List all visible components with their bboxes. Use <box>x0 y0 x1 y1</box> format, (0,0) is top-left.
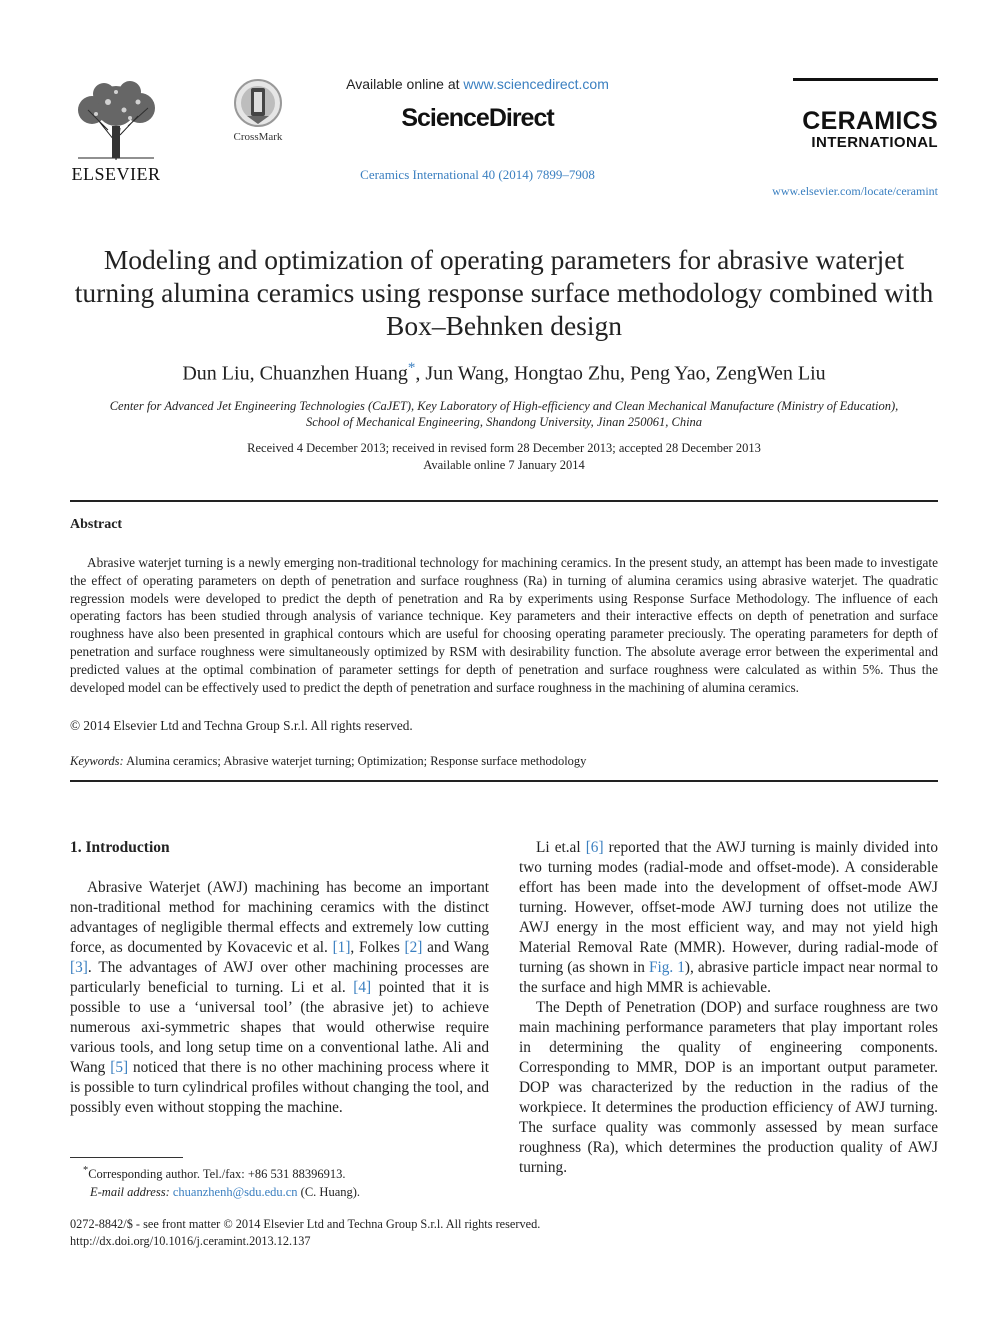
sciencedirect-link[interactable]: www.sciencedirect.com <box>463 76 609 92</box>
elsevier-logo[interactable] <box>68 80 164 184</box>
journal-homepage-link[interactable]: www.elsevier.com/locate/ceramint <box>772 184 938 198</box>
footnote-rule <box>70 1157 183 1158</box>
left-column <box>70 878 489 1118</box>
footnote-line2 <box>70 1183 489 1201</box>
corresponding-author-footnote <box>70 1162 489 1201</box>
available-online-line <box>320 76 635 92</box>
footer-issn-line: 0272-8842/$ - see front matter © 2014 Elsevier Ltd and Techna Group S.r.l. All rights reserved. <box>70 1217 541 1231</box>
corresponding-author-mark[interactable]: * <box>407 360 416 376</box>
affiliation <box>70 398 938 430</box>
citation-link-6[interactable]: [6] <box>585 839 604 856</box>
citation-link-4[interactable]: [4] <box>353 979 372 996</box>
crossmark-label: CrossMark <box>233 131 283 143</box>
elsevier-tree-icon <box>68 80 164 164</box>
footer-doi-link[interactable]: http://dx.doi.org/10.1016/j.ceramint.2013.12.137 <box>70 1234 311 1248</box>
journal-citation-link[interactable]: Ceramics International 40 (2014) 7899–7908 <box>360 167 595 182</box>
citation-link-1[interactable]: [1] <box>332 939 351 956</box>
section-heading-introduction: 1. Introduction <box>70 839 170 856</box>
right-column <box>519 838 938 1178</box>
text-run: , Folkes <box>350 939 405 956</box>
text-run: Li et.al <box>536 839 586 856</box>
article-dates <box>70 440 938 474</box>
affiliation-line2: School of Mechanical Engineering, Shandong University, Jinan 250061, China <box>305 415 703 429</box>
elsevier-wordmark: ELSEVIER <box>71 164 161 184</box>
abstract-text: Abrasive waterjet turning is a newly emerging non-traditional technology for machining ceramics. In the present study, an attempt has been made to investigate the effect of operating parameters on depth of penetration and surface roughness (Ra) in turning of alumina ceramics using abrasive waterjet. The quadratic regression models were developed to predict the depth of penetration and Ra by experiments using Response Surface Methodology. The influence of each operating factors has been studied through analysis of variance technique. Key parameters and their interactive effects on depth of penetration and surface roughness have also been presented in graphical contours which are useful for choosing operating parameter preciously. The operating parameters for depth of penetration and surface roughness were simultaneously optimized by RSM with desirability function. The absolute average error between the experimental and predicted values at the optimal combination of parameter settings for depth of penetration and surface roughness were calculated as within 5%. Thus the developed model can be effectively used to predict the depth of penetration and surface roughness in the machining of alumina ceramics. <box>70 555 938 695</box>
intro-paragraph-3: The Depth of Penetration (DOP) and surface roughness are two main machining performance parameters that play important roles in determining the quality of engineering components. Corresponding to MMR, DOP is an important output parameter. DOP was characterized by the reduction in the radius of the workpiece. It determines the production efficiency of AWJ turning. The surface quality was commonly assessed by mean surface roughness (Ra), which determines the production quality of AWJ turning. <box>519 999 938 1176</box>
affiliation-line1: Center for Advanced Jet Engineering Technologies (CaJET), Key Laboratory of High-efficiency and Clean Mechanical Manufacture (Ministry of Education), <box>109 399 899 413</box>
keywords-list: Alumina ceramics; Abrasive waterjet turning; Optimization; Response surface methodology <box>123 754 587 768</box>
text-run: . The advantages of AWJ over other machining processes are particularly beneficial to turning. Li et al. <box>70 959 489 996</box>
citation-link-3[interactable]: [3] <box>70 959 88 976</box>
abstract-top-rule <box>70 500 938 502</box>
keywords-label: Keywords: <box>70 754 124 768</box>
abstract-bottom-rule <box>70 780 938 782</box>
email-suffix: (C. Huang). <box>297 1185 361 1200</box>
footnote-mark: * <box>83 1165 89 1176</box>
available-online-date: Available online 7 January 2014 <box>423 458 585 472</box>
crossmark-icon <box>233 78 283 128</box>
authors-first: Dun Liu, Chuanzhen Huang <box>182 362 408 385</box>
author-list <box>70 360 938 386</box>
available-prefix: Available online at <box>346 76 464 92</box>
journal-name-line2: INTERNATIONAL <box>811 134 938 151</box>
citation-link-5[interactable]: [5] <box>110 1059 129 1076</box>
journal-logo[interactable] <box>793 78 938 152</box>
abstract-heading: Abstract <box>70 517 123 532</box>
intro-paragraph-1 <box>70 878 489 1118</box>
copyright-notice: © 2014 Elsevier Ltd and Techna Group S.r.l. All rights reserved. <box>70 718 413 733</box>
footnote-corresponding: Corresponding author. Tel./fax: +86 531 88396913. <box>88 1167 346 1182</box>
text-run: pointed that it is possible to use a ‘universal tool’ (the abrasive jet) to achieve numerous axi-symmetric shapes that would otherwise require various tools, and long setup time on a conventional lathe. Ali and Wang <box>70 979 489 1076</box>
figure-link-1[interactable]: Fig. 1 <box>648 959 685 976</box>
text-run: and Wang <box>422 939 489 956</box>
keywords <box>70 754 586 769</box>
journal-logo-rule <box>793 78 938 81</box>
received-dates: Received 4 December 2013; received in revised form 28 December 2013; accepted 28 December 2013 <box>247 441 761 455</box>
text-run: noticed that there is no other machining process where it is possible to turn cylindrical profiles without changing the tool, and possibly even without stopping the machine. <box>70 1059 489 1116</box>
crossmark-badge[interactable] <box>226 78 290 143</box>
text-run: ), abrasive particle impact near normal to the surface and high MMR is achievable. <box>519 959 938 996</box>
footnote-line1 <box>70 1162 489 1183</box>
text-run: Abrasive Waterjet (AWJ) machining has become an important non-traditional method for machining ceramics with the distinct advantages of negligible thermal effects and extremely low cutting force, as documented by Kovacevic et al. <box>70 879 489 956</box>
intro-paragraph-2 <box>519 838 938 998</box>
text-run: reported that the AWJ turning is mainly divided into two turning modes (radial-mode and offset-mode). A considerable effort has been made into the development of offset-mode AWJ turning. However, offset-mode AWJ turning does not utilize the AWJ energy in the most efficient way, and may not yield high Material Removal Rate (MMR). However, during radial-mode of turning (as shown in <box>519 839 938 976</box>
email-label: E-mail address: <box>90 1185 173 1200</box>
journal-name-line1: CERAMICS <box>802 107 938 135</box>
email-link[interactable]: chuanzhenh@sdu.edu.cn <box>172 1185 298 1200</box>
authors-rest: , Jun Wang, Hongtao Zhu, Peng Yao, ZengWen Liu <box>415 362 826 385</box>
paper-title: Modeling and optimization of operating parameters for abrasive waterjet turning alumina ceramics using response surface methodology combined with Box–Behnken design <box>74 244 934 341</box>
sciencedirect-wordmark[interactable]: ScienceDirect <box>401 104 554 132</box>
citation-link-2[interactable]: [2] <box>404 939 423 956</box>
page-footer <box>70 1216 540 1250</box>
